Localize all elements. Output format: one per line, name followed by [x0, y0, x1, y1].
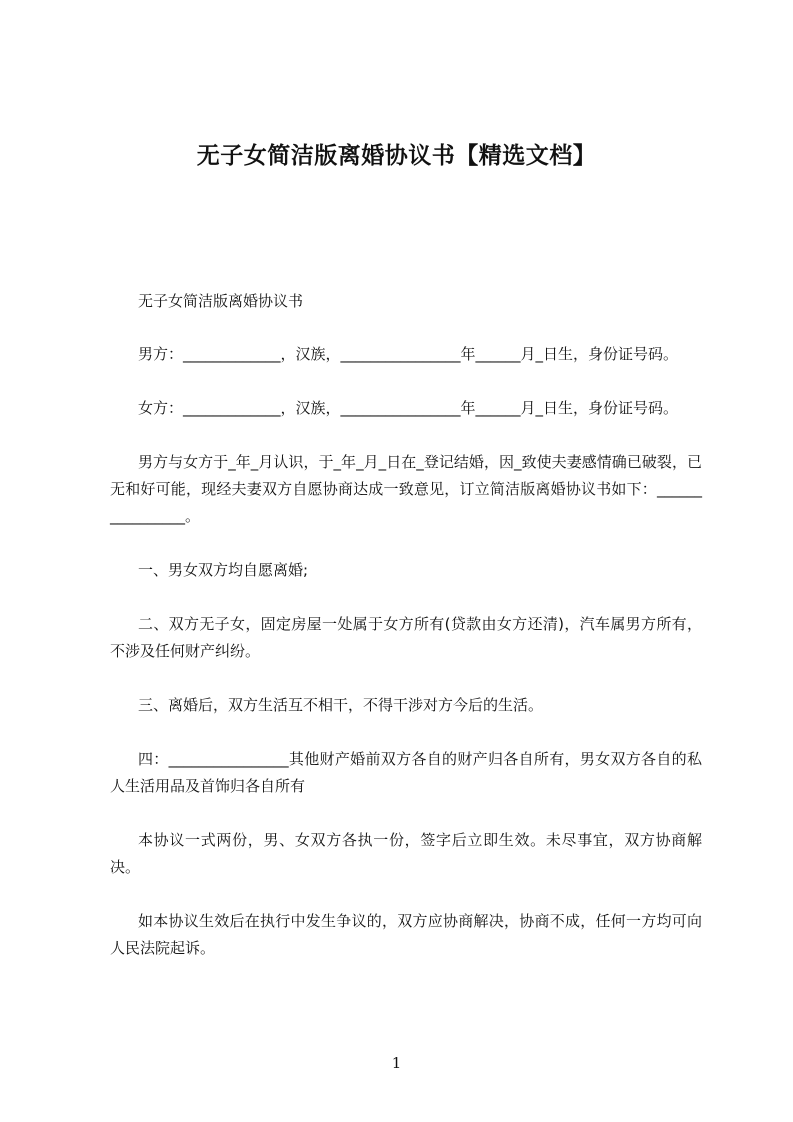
clause-1-paragraph: 一、男女双方均自愿离婚; [138, 561, 309, 579]
dispute-resolution-paragraph: 如本协议生效后在执行中发生争议的，双方应协商解决，协商不成，任何一方均可向人民法院起诉。 [110, 912, 702, 957]
page-number: 1 [391, 1054, 402, 1072]
wife-info-paragraph: 女方：_____________，汉族，________________年______月_日生，身份证号码。 [138, 399, 679, 417]
husband-info-paragraph: 男方：_____________，汉族，________________年______月_日生，身份证号码。 [138, 345, 679, 363]
document-title: 无子女简洁版离婚协议书【精选文档】 [196, 143, 597, 169]
clause-4-paragraph: 四：________________其他财产婚前双方各自的财产归各自所有，男女双方各自的私人生活用品及首饰归各自所有 [110, 750, 702, 795]
clause-2-paragraph: 二、双方无子女，固定房屋一处属于女方所有(贷款由女方还清)，汽车属男方所有，不涉及任何财产纠纷。 [110, 615, 702, 660]
clause-3-paragraph: 三、离婚后，双方生活互不相干，不得干涉对方今后的生活。 [138, 696, 544, 714]
document-body [110, 288, 702, 989]
effectiveness-paragraph: 本协议一式两份，男、女双方各执一份，签字后立即生效。未尽事宜，双方协商解决。 [110, 831, 702, 876]
agreement-heading: 无子女简洁版离婚协议书 [138, 292, 304, 310]
marriage-background-paragraph: 男方与女方于_年_月认识，于_年_月_日在_登记结婚，因_致使夫妻感情确已破裂，已无和好可能，现经夫妻双方自愿协商达成一致意见，订立简洁版离婚协议书如下：________________。 [110, 453, 702, 525]
